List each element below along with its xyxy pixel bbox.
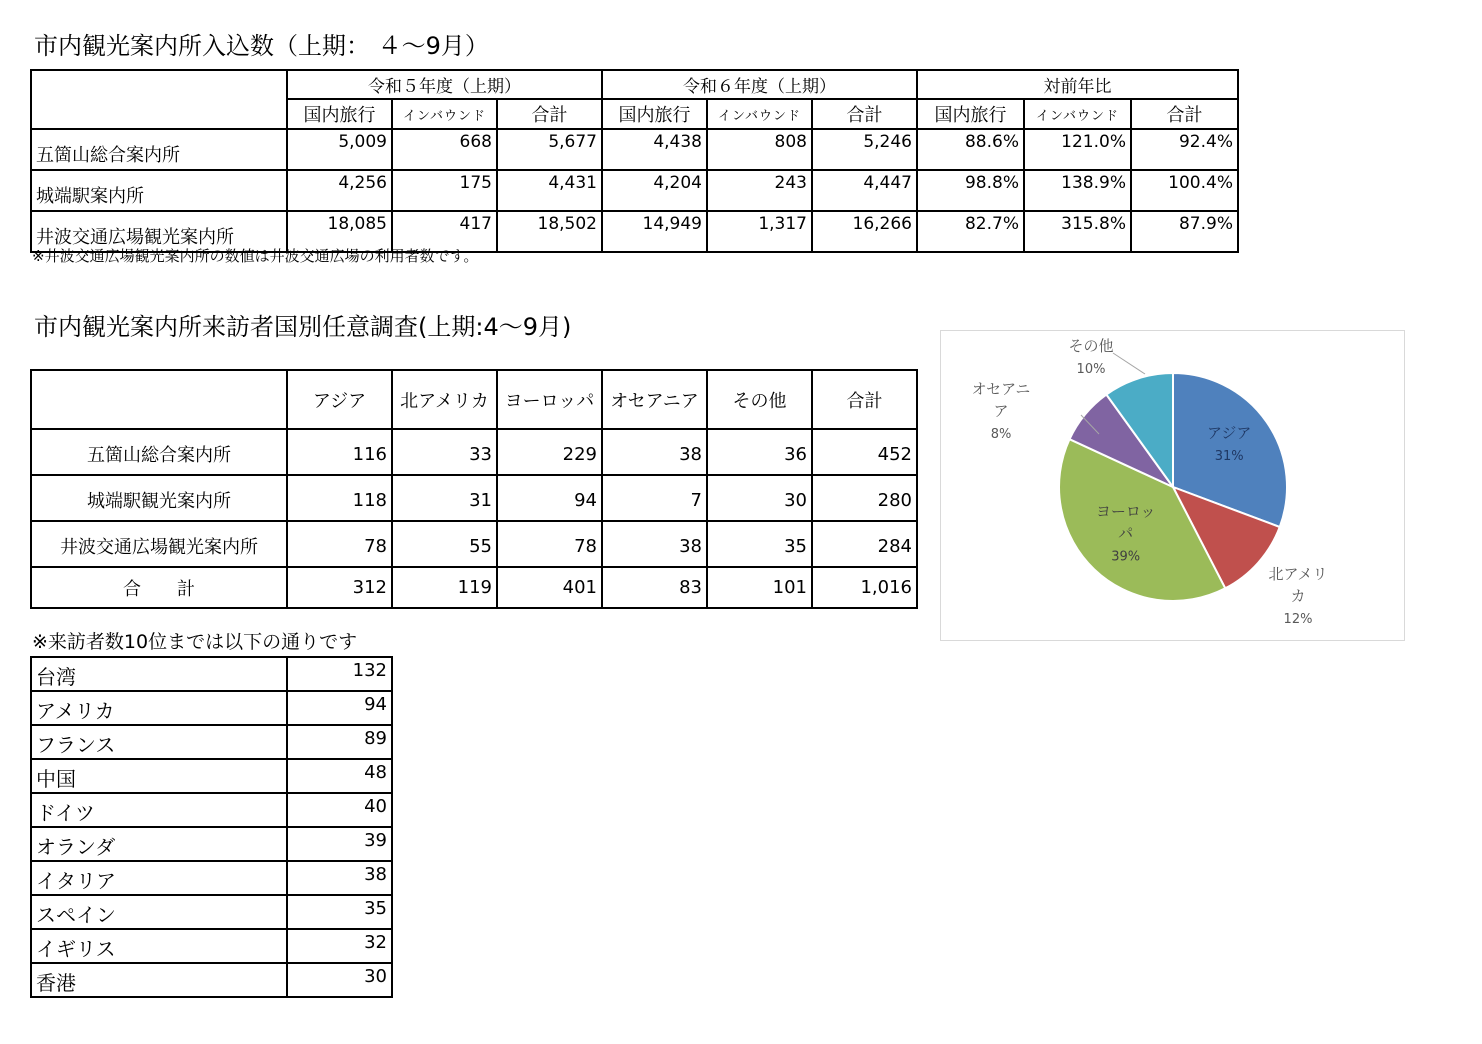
cell: 101 bbox=[707, 567, 812, 608]
table-row bbox=[31, 170, 1238, 211]
cell: 668 bbox=[392, 129, 497, 170]
cell: 417 bbox=[392, 211, 497, 252]
column-header: アジア bbox=[287, 370, 392, 429]
visitor-count-table bbox=[30, 69, 1239, 253]
top10-table bbox=[30, 656, 393, 998]
table-row bbox=[31, 725, 392, 759]
cell: 4,438 bbox=[602, 129, 707, 170]
cell: 119 bbox=[392, 567, 497, 608]
country-name: 中国 bbox=[31, 759, 287, 793]
table-row bbox=[31, 895, 392, 929]
country-count: 35 bbox=[287, 895, 392, 929]
cell: 98.8% bbox=[917, 170, 1024, 211]
corner-cell bbox=[31, 370, 287, 429]
country-count: 32 bbox=[287, 929, 392, 963]
country-count: 38 bbox=[287, 861, 392, 895]
cell: 4,256 bbox=[287, 170, 392, 211]
column-header: 合計 bbox=[812, 370, 917, 429]
cell: 78 bbox=[497, 521, 602, 567]
leader-line bbox=[1113, 353, 1145, 374]
subheader: インバウンド bbox=[392, 99, 497, 129]
cell: 82.7% bbox=[917, 211, 1024, 252]
cell: 229 bbox=[497, 429, 602, 475]
cell: 808 bbox=[707, 129, 812, 170]
pie-svg bbox=[941, 331, 1404, 640]
table-row bbox=[31, 691, 392, 725]
subheader: 合計 bbox=[1131, 99, 1238, 129]
footnote: ※井波交通広場観光案内所の数値は井波交通広場の利用者数です。 bbox=[32, 247, 479, 265]
column-header: その他 bbox=[707, 370, 812, 429]
cell: 83 bbox=[602, 567, 707, 608]
row-label: 城端駅案内所 bbox=[31, 170, 287, 211]
cell: 452 bbox=[812, 429, 917, 475]
cell: 243 bbox=[707, 170, 812, 211]
country-name: スペイン bbox=[31, 895, 287, 929]
country-count: 94 bbox=[287, 691, 392, 725]
row-label: 城端駅観光案内所 bbox=[31, 475, 287, 521]
row-label: 井波交通広場観光案内所 bbox=[31, 211, 287, 252]
cell: 16,266 bbox=[812, 211, 917, 252]
top10-note: ※来訪者数10位までは以下の通りです bbox=[32, 631, 358, 653]
country-name: オランダ bbox=[31, 827, 287, 861]
cell: 88.6% bbox=[917, 129, 1024, 170]
cell: 5,009 bbox=[287, 129, 392, 170]
section2-title: 市内観光案内所来訪者国別任意調査(上期:4～9月) bbox=[34, 313, 572, 341]
table-row bbox=[31, 129, 1238, 170]
region-pie-chart bbox=[940, 330, 1405, 641]
country-count: 40 bbox=[287, 793, 392, 827]
cell: 92.4% bbox=[1131, 129, 1238, 170]
cell: 100.4% bbox=[1131, 170, 1238, 211]
cell: 18,502 bbox=[497, 211, 602, 252]
corner-cell bbox=[31, 70, 287, 129]
cell: 14,949 bbox=[602, 211, 707, 252]
cell: 5,677 bbox=[497, 129, 602, 170]
cell: 4,447 bbox=[812, 170, 917, 211]
subheader: 国内旅行 bbox=[917, 99, 1024, 129]
table-row bbox=[31, 759, 392, 793]
cell: 38 bbox=[602, 429, 707, 475]
total-row bbox=[31, 567, 917, 608]
cell: 78 bbox=[287, 521, 392, 567]
country-name: 台湾 bbox=[31, 657, 287, 691]
cell: 175 bbox=[392, 170, 497, 211]
pie-data-label: ヨーロッパ 39% bbox=[1095, 502, 1156, 565]
table-row bbox=[31, 429, 917, 475]
group-header: 令和５年度（上期） bbox=[287, 70, 602, 99]
table-row bbox=[31, 657, 392, 691]
table-row bbox=[31, 963, 392, 997]
country-count: 132 bbox=[287, 657, 392, 691]
cell: 94 bbox=[497, 475, 602, 521]
cell: 31 bbox=[392, 475, 497, 521]
cell: 284 bbox=[812, 521, 917, 567]
table-row bbox=[31, 793, 392, 827]
table-row bbox=[31, 827, 392, 861]
cell: 7 bbox=[602, 475, 707, 521]
group-header: 令和６年度（上期） bbox=[602, 70, 917, 99]
table-row bbox=[31, 521, 917, 567]
table-row bbox=[31, 929, 392, 963]
group-header: 対前年比 bbox=[917, 70, 1238, 99]
cell: 38 bbox=[602, 521, 707, 567]
cell: 121.0% bbox=[1024, 129, 1131, 170]
cell: 33 bbox=[392, 429, 497, 475]
cell: 118 bbox=[287, 475, 392, 521]
pie-data-label: アジア 31% bbox=[1207, 424, 1252, 465]
cell: 4,431 bbox=[497, 170, 602, 211]
subheader: 合計 bbox=[812, 99, 917, 129]
country-name: フランス bbox=[31, 725, 287, 759]
country-name: 香港 bbox=[31, 963, 287, 997]
row-label: 五箇山総合案内所 bbox=[31, 429, 287, 475]
cell: 55 bbox=[392, 521, 497, 567]
column-header: ヨーロッパ bbox=[497, 370, 602, 429]
cell: 18,085 bbox=[287, 211, 392, 252]
section1-title: 市内観光案内所入込数（上期： ４～9月） bbox=[34, 32, 489, 60]
cell: 1,317 bbox=[707, 211, 812, 252]
country-count: 48 bbox=[287, 759, 392, 793]
column-header: 北アメリカ bbox=[392, 370, 497, 429]
cell: 312 bbox=[287, 567, 392, 608]
cell: 401 bbox=[497, 567, 602, 608]
country-name: イギリス bbox=[31, 929, 287, 963]
subheader: 国内旅行 bbox=[602, 99, 707, 129]
country-count: 89 bbox=[287, 725, 392, 759]
country-name: イタリア bbox=[31, 861, 287, 895]
subheader: インバウンド bbox=[1024, 99, 1131, 129]
cell: 280 bbox=[812, 475, 917, 521]
cell: 116 bbox=[287, 429, 392, 475]
table-row bbox=[31, 475, 917, 521]
country-name: アメリカ bbox=[31, 691, 287, 725]
country-count: 39 bbox=[287, 827, 392, 861]
row-label: 井波交通広場観光案内所 bbox=[31, 521, 287, 567]
cell: 5,246 bbox=[812, 129, 917, 170]
subheader: インバウンド bbox=[707, 99, 812, 129]
subheader: 合計 bbox=[497, 99, 602, 129]
cell: 35 bbox=[707, 521, 812, 567]
row-label: 五箇山総合案内所 bbox=[31, 129, 287, 170]
pie-data-label: 北アメリカ 12% bbox=[1268, 565, 1328, 627]
row-label: 合 計 bbox=[31, 567, 287, 608]
country-survey-table bbox=[30, 369, 918, 609]
pie-data-label: オセアニア 8% bbox=[971, 380, 1031, 442]
cell: 315.8% bbox=[1024, 211, 1131, 252]
cell: 138.9% bbox=[1024, 170, 1131, 211]
subheader: 国内旅行 bbox=[287, 99, 392, 129]
country-count: 30 bbox=[287, 963, 392, 997]
cell: 1,016 bbox=[812, 567, 917, 608]
column-header: オセアニア bbox=[602, 370, 707, 429]
cell: 4,204 bbox=[602, 170, 707, 211]
cell: 87.9% bbox=[1131, 211, 1238, 252]
pie-data-label: その他 10% bbox=[1068, 337, 1114, 377]
cell: 30 bbox=[707, 475, 812, 521]
country-name: ドイツ bbox=[31, 793, 287, 827]
cell: 36 bbox=[707, 429, 812, 475]
table-row bbox=[31, 861, 392, 895]
